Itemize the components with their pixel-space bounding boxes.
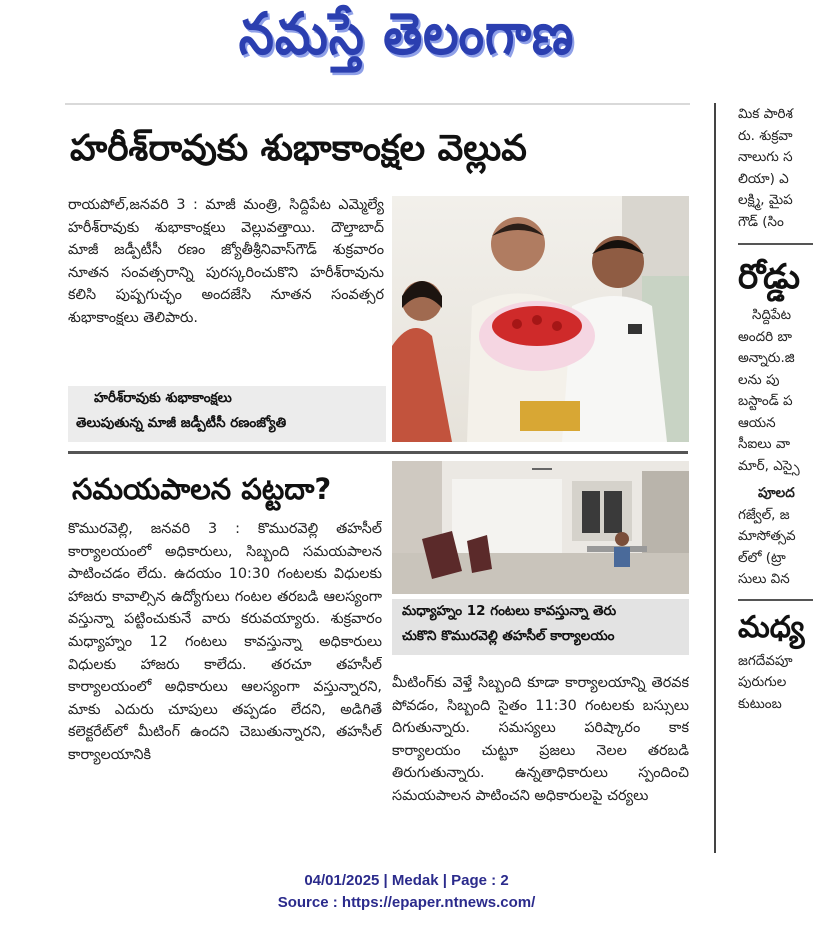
story1-caption-box [68,386,386,442]
story1-headline: హరీశ్‌రావుకు శుభాకాంక్షల వెల్లువ [70,128,527,169]
story2-body-col1: కొమురవెల్లి, జనవరి 3 : కొమురవెల్లి తహసీల్ కార్యాలయంలో అధికారులు, సిబ్బంది సమయపాలన పాటించడం లేదు. ఉదయం 10:30 గంటలకు విధులకు హాజరు కావాల్సిన ఉద్యోగులు గంటల తరబడి ఆలస్యంగా వస్తున్నా పట్టించుకునే వారు కరువయ్యారు. శుక్రవారం మధ్యాహ్నం 12 గంటలు కావస్తున్నా అధికారులు విధులకు హాజరు కాలేదు. తరచూ తహసీల్ కార్యాలయంలో అధికారులు ఆలస్యంగా వస్తున్నారని, మాకు ఎదురు చూపులు తప్పడం లేదని, అడిగితే కలెక్టరేట్‌లో మీటింగ్ ఉందని చెబుతున్నారని, తహసీల్ కార్యాలయానికి [68,521,382,763]
side-line: మాసోత్సవ [738,528,796,544]
masthead [0,0,813,80]
side-line: పురుగుల [738,674,787,690]
footer [0,870,813,914]
side-line: గౌడ్ (సిం [738,213,784,230]
side-line: సిద్దిపేట [752,307,792,323]
side-column [738,104,813,854]
story1-caption-line1: హరీశ్‌రావుకు శుభాకాంక్షలు [94,390,232,406]
side-bold-line: పూలద [758,485,795,501]
masthead-title: నమస్తే తెలంగాణ [238,0,575,68]
side-headline-1: రోడ్డు [738,257,801,297]
story2-photo [392,461,689,594]
story2-headline: సమయపాలన పట్టదా? [72,472,332,506]
story2-caption-line1: మధ్యాహ్నం 12 గంటలు కావస్తున్నా తెరు [402,603,617,619]
side-line: మిక పారిశ [738,106,793,122]
story-divider [68,451,688,454]
top-rule [65,103,690,105]
story1-caption-line2: తెలుపుతున్న మాజీ జడ్పీటీసీ రణంజ్యోతి [76,415,287,431]
side-line: కుటుంబ [738,695,782,712]
side-headline-2: మధ్య [738,609,805,645]
side-line: లను పు [738,371,780,388]
side-line: మార్, ఎస్సై [738,457,800,474]
side-line: బస్టాండ్ ప [738,393,793,409]
side-line: సీఐలు వా [738,436,790,452]
column-divider [714,103,716,853]
side-line: అన్నారు.జి [738,350,795,366]
story2-caption-line2: చుకొని కొమురవెల్లి తహసీల్ కార్యాలయం [402,628,615,644]
side-line: అందరి బా [738,328,792,345]
side-line: లియా) ఎ [738,170,789,187]
side-divider [738,599,813,601]
story2-caption-box [392,599,689,655]
side-line: సులు విన [738,571,790,587]
story2-body-col2: మీటింగ్‌కు వెళ్తే సిబ్బంది కూడా కార్యాలయాన్ని తెరవక పోవడం, సిబ్బంది సైతం 11:30 గంటలకు బస్సులు దిగుతున్నారు. సమస్యలు పరిష్కారం కాక కార్యాలయం చుట్టూ ప్రజలు నెలల తరబడి తిరుగుతున్నారు. ఉన్నతాధికారులు స్పందించి సమయపాలన పాటించని అధికారులపై చర్యలు [392,675,689,804]
story1-photo [392,196,689,442]
side-line: లక్ష్మి, మైప [738,192,793,208]
side-line: నాలుగు స [738,149,793,165]
side-line: ల్‌లో (ట్రా [738,549,786,566]
footer-source-link[interactable]: Source : https://epaper.ntnews.com/ [277,894,536,911]
story1-body: రాయపోల్,జనవరి 3 : మాజీ మంత్రి, సిద్దిపేట ఎమ్మెల్యే హరీశ్‌రావుకు శుభాకాంక్షలు వెల్లువత్తాయి. దౌల్తాబాద్ మాజీ జడ్పీటీసీ రణం జ్యోతీశ్రీనివాస్‌గౌడ్ శుక్రవారం నూతన సంవత్సరాన్ని పురస్కరించుకొని హరీశ్‌రావును కలిసి పుష్పగుచ్ఛం అందజేసి నూతన సంవత్సర శుభాకాంక్షలు తెలిపారు. [68,197,384,326]
footer-date-line: 04/01/2025 | Medak | Page : 2 [304,872,509,889]
side-divider [738,243,813,245]
side-line: రు. శుక్రవా [738,127,793,144]
side-line: జగదేవపూ [738,652,793,669]
side-line: ఆయన [738,414,776,431]
side-line: గజ్వేల్, జ [738,506,790,523]
